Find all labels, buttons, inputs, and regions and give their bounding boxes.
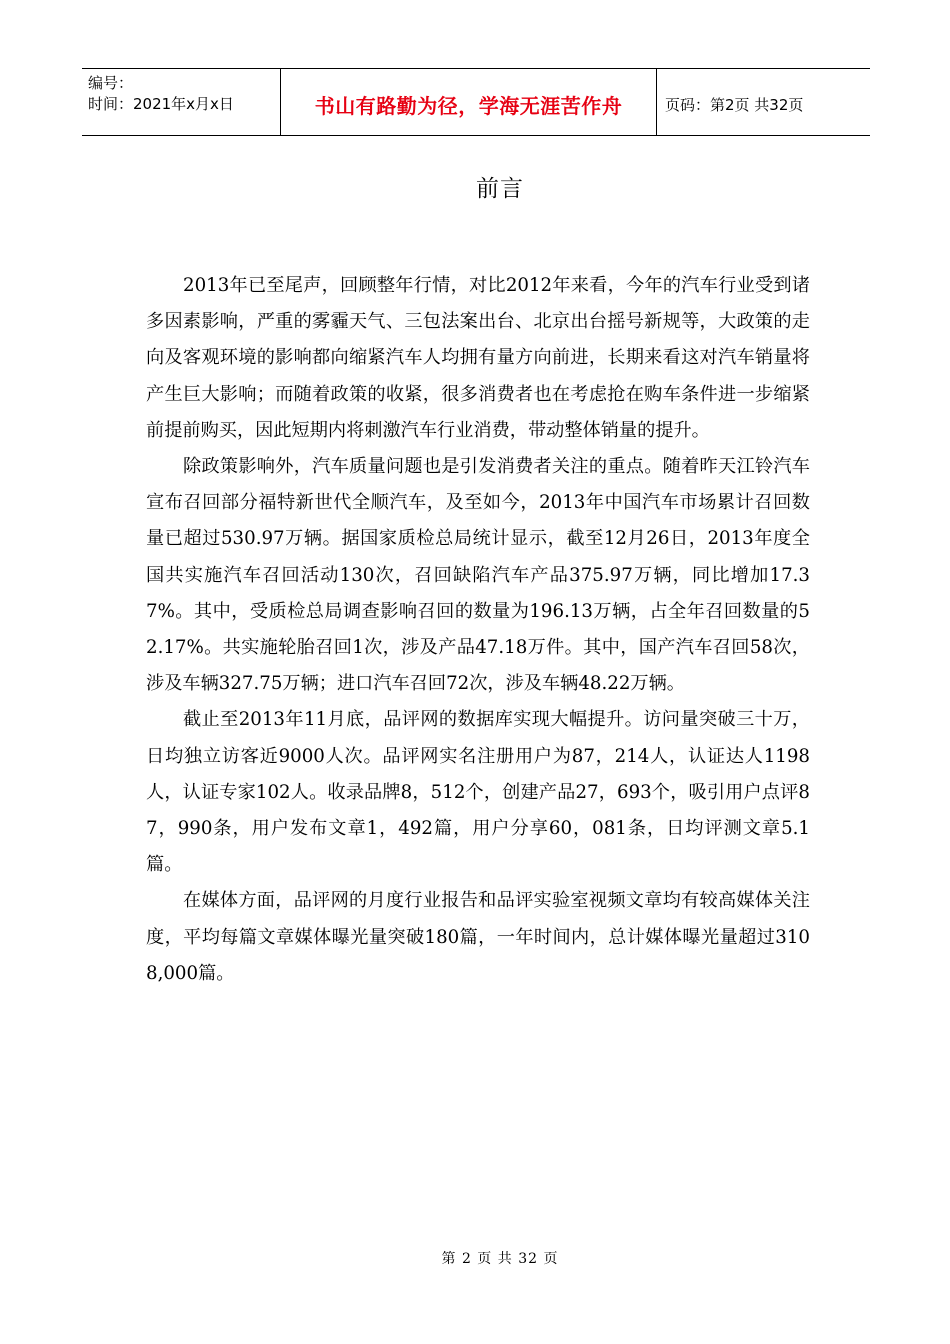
time-label: 时间：2021年x月x日 — [88, 95, 234, 113]
header-page-cell — [657, 69, 870, 135]
page-code: 页码：第2页 共32页 — [665, 95, 804, 114]
page-footer: 第 2 页 共 32 页 — [441, 1251, 559, 1267]
paragraph: 2013年已至尾声，回顾整年行情，对比2012年来看，今年的汽车行业受到诸多因素影响，严重的雾霾天气、三包法案出台、北京出台摇号新规等，大政策的走向及客观环境的影响都向缩紧汽车人均拥有量方向前进，长期来看这对汽车销量将产生巨大影响；而随着政策的收紧，很多消费者也在考虑抢在购车条件进一步缩紧前提前购买，因此短期内将刺激汽车行业消费，带动整体销量的提升。 — [146, 275, 810, 441]
header-info-cell — [82, 69, 281, 135]
header-motto-cell — [281, 69, 657, 135]
document-header — [82, 68, 870, 136]
serial-label: 编号： — [88, 74, 134, 92]
page-title: 前言 — [476, 176, 524, 202]
paragraph: 截止至2013年11月底，品评网的数据库实现大幅提升。访问量突破三十万，日均独立访客近9000人次。品评网实名注册用户为87，214人，认证达人1198人，认证专家102人。收录品牌8，512个，创建产品27，693个，吸引用户点评87，990条，用户发布文章1，492篇，用户分享60，081条，日均评测文章5.1篇。 — [146, 709, 810, 876]
body-text — [146, 268, 810, 992]
paragraph: 除政策影响外，汽车质量问题也是引发消费者关注的重点。随着昨天江铃汽车宣布召回部分福特新世代全顺汽车，及至如今，2013年中国汽车市场累计召回数量已超过530.97万辆。据国家质检总局统计显示，截至12月26日，2013年度全国共实施汽车召回活动130次，召回缺陷汽车产品375.97万辆，同比增加17.37%。其中，受质检总局调查影响召回的数量为196.13万辆，占全年召回数量的52.17%。共实施轮胎召回1次，涉及产品47.18万件。其中，国产汽车召回58次，涉及车辆327.75万辆；进口汽车召回72次，涉及车辆48.22万辆。 — [146, 456, 810, 695]
paragraph: 在媒体方面，品评网的月度行业报告和品评实验室视频文章均有较高媒体关注度，平均每篇文章媒体曝光量突破180篇，一年时间内，总计媒体曝光量超过3108,000篇。 — [146, 890, 810, 984]
motto-text: 书山有路勤为径，学海无涯苦作舟 — [314, 93, 623, 118]
